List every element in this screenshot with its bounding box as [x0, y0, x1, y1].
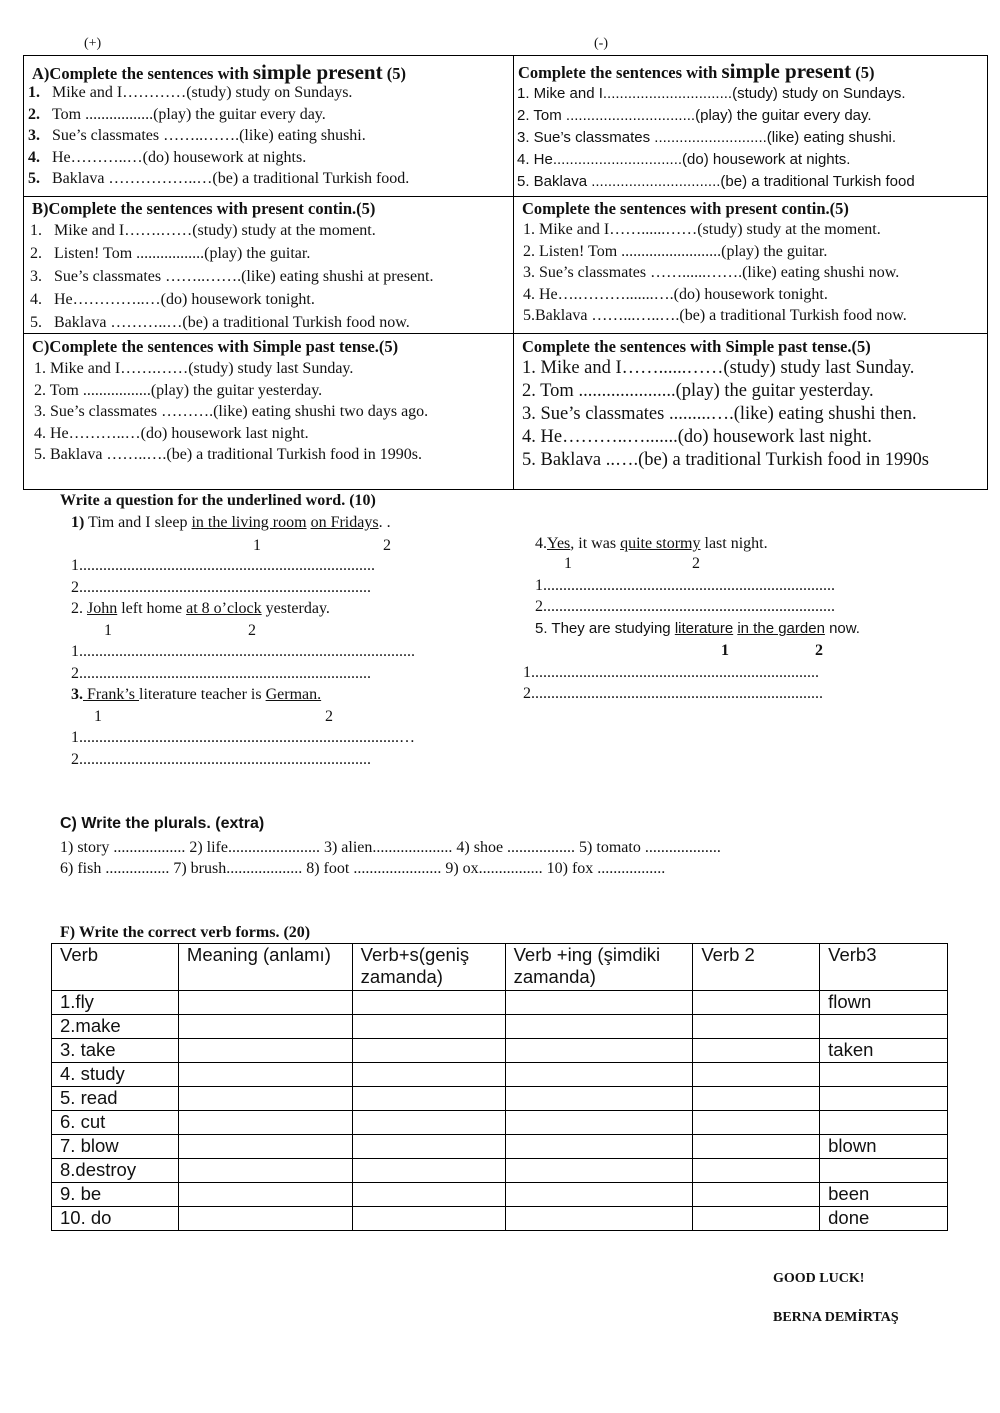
answer-cell[interactable]: [178, 1063, 352, 1087]
verb-cell: 10. do: [52, 1207, 179, 1231]
verb-cell: 5. read: [52, 1087, 179, 1111]
q5-label-2: 2: [815, 642, 823, 659]
answer-cell[interactable]: [352, 1135, 505, 1159]
answer-cell[interactable]: [693, 1183, 820, 1207]
column-header: Verb3: [820, 944, 948, 991]
question-3: 3. Frank’s literature teacher is German.: [71, 686, 322, 703]
verb3-cell[interactable]: [820, 1159, 948, 1183]
sentence-item[interactable]: 4. He….……….......….(do) housework tonight.: [523, 285, 828, 303]
q4-answer-2[interactable]: 2.........................................................................: [535, 598, 835, 615]
answer-cell[interactable]: [352, 1183, 505, 1207]
question-1: 1) Tim and I sleep in the living room on Fridays. .: [71, 514, 391, 531]
q1-label-1: 1: [253, 537, 261, 554]
plurals-row-2[interactable]: 6) fish ................ 7) brush................... 8) foot ...................... 9) ox................ 10) fox .................: [60, 860, 666, 877]
sentence-item[interactable]: 3. Sue’s classmates ……......…….(like) eating shushi now.: [523, 264, 900, 281]
table-row: [52, 1159, 948, 1183]
q2-label-1: 1: [104, 622, 112, 639]
table-row: [52, 1207, 948, 1231]
answer-cell[interactable]: [505, 1039, 693, 1063]
question-4: 4.Yes, it was quite stormy last night.: [535, 535, 768, 552]
author-name: BERNA DEMİRTAŞ: [773, 1310, 899, 1325]
plus-label: (+): [84, 36, 102, 51]
answer-cell[interactable]: [505, 1015, 693, 1039]
answer-cell[interactable]: [693, 1159, 820, 1183]
verb-cell: 8.destroy: [52, 1159, 179, 1183]
column-header: Verb +ing (şimdiki zamanda): [505, 944, 693, 991]
sentence-item[interactable]: 4. He...............................(do) housework at nights.: [517, 151, 851, 168]
q5-answer-2[interactable]: 2.........................................................................: [523, 685, 823, 702]
answer-cell[interactable]: [693, 1087, 820, 1111]
q4-label-1: 1: [564, 555, 572, 572]
sentence-item[interactable]: 1. Mike and I...............................(study) study on Sundays.: [517, 85, 906, 102]
verb3-cell: flown: [820, 991, 948, 1015]
question-5: 5. They are studying literature in the garden now.: [535, 620, 860, 637]
verb-cell: 7. blow: [52, 1135, 179, 1159]
answer-cell[interactable]: [352, 1063, 505, 1087]
table-row: [52, 1087, 948, 1111]
answer-cell[interactable]: [505, 1135, 693, 1159]
answer-cell[interactable]: [178, 1207, 352, 1231]
q3-label-2: 2: [325, 708, 333, 725]
verb3-cell: done: [820, 1207, 948, 1231]
answer-cell[interactable]: [505, 1183, 693, 1207]
answer-cell[interactable]: [178, 991, 352, 1015]
section-c-right-heading: Complete the sentences with Simple past tense.(5): [522, 337, 871, 356]
q5-answer-1[interactable]: 1........................................................................: [523, 664, 819, 681]
sentence-item[interactable]: 1. Mike and I…………(study) study on Sundays.: [28, 84, 353, 101]
q4-answer-1[interactable]: 1.........................................................................: [535, 577, 835, 594]
sentence-item[interactable]: 4. He………..….......(do) housework last night.: [522, 427, 872, 447]
verbs-title: F) Write the correct verb forms. (20): [60, 924, 311, 941]
sentence-item[interactable]: 5.Baklava ……...…..….(be) a traditional Turkish food now.: [523, 307, 907, 324]
section-b-right-heading: Complete the sentences with present contin.(5): [522, 199, 849, 218]
sentence-item[interactable]: 1. Mike and I…….……(study) study at the moment.: [30, 222, 376, 239]
verb-cell: 2.make: [52, 1015, 179, 1039]
answer-cell[interactable]: [178, 1015, 352, 1039]
table-row: [52, 1039, 948, 1063]
sentence-item[interactable]: 3. Sue’s classmates ……..…….(like) eating shushi.: [28, 127, 366, 144]
answer-cell[interactable]: [505, 1087, 693, 1111]
verb3-cell: taken: [820, 1039, 948, 1063]
column-header: Verb 2: [693, 944, 820, 991]
answer-cell[interactable]: [505, 1111, 693, 1135]
sentence-item[interactable]: 3. Sue’s classmates ...........................(like) eating shushi.: [517, 129, 897, 146]
verb-forms-table: [51, 943, 948, 1231]
q5-label-1: 1: [721, 642, 729, 659]
sentence-item[interactable]: 3. Sue’s classmates ……….(like) eating shushi two days ago.: [34, 403, 429, 420]
q4-label-2: 2: [692, 555, 700, 572]
verb-cell: 6. cut: [52, 1111, 179, 1135]
q3-label-1: 1: [94, 708, 102, 725]
answer-cell[interactable]: [178, 1087, 352, 1111]
table-row: [52, 1183, 948, 1207]
answer-cell[interactable]: [352, 1087, 505, 1111]
section-a-right-heading: Complete the sentences with simple present (5): [518, 59, 875, 83]
verb3-cell: blown: [820, 1135, 948, 1159]
answer-cell[interactable]: [352, 1015, 505, 1039]
sentence-item[interactable]: 5. Baklava ……………..…(be) a traditional Turkish food.: [28, 170, 410, 187]
answer-cell[interactable]: [693, 991, 820, 1015]
verb-cell: 9. be: [52, 1183, 179, 1207]
verb-cell: 3. take: [52, 1039, 179, 1063]
verb3-cell[interactable]: [820, 1087, 948, 1111]
sentence-item[interactable]: 2. Listen! Tom .................(play) the guitar.: [30, 245, 311, 262]
table-row: [52, 1111, 948, 1135]
answer-cell[interactable]: [693, 1039, 820, 1063]
q2-answer-2[interactable]: 2.........................................................................: [71, 665, 371, 682]
verb-cell: 4. study: [52, 1063, 179, 1087]
table-row: [52, 991, 948, 1015]
answer-cell[interactable]: [178, 1039, 352, 1063]
sentence-item[interactable]: 3. Sue’s classmates ……..…….(like) eating shushi at present.: [30, 268, 434, 285]
sentence-item[interactable]: 2. Listen! Tom .........................(play) the guitar.: [523, 242, 828, 260]
column-header: Meaning (anlamı): [178, 944, 352, 991]
sentence-item[interactable]: 5. Baklava ………..…(be) a traditional Turkish food now.: [30, 314, 410, 331]
answer-cell[interactable]: [693, 1015, 820, 1039]
verb-table-header: [52, 944, 948, 991]
section-c-heading: C)Complete the sentences with Simple past tense.(5): [32, 337, 399, 356]
q1-answer-1[interactable]: 1..........................................................................: [71, 557, 375, 574]
sentence-item[interactable]: 1. Mike and I……......……(study) study at the moment.: [523, 221, 881, 238]
verb3-cell[interactable]: [820, 1015, 948, 1039]
verb3-cell: been: [820, 1183, 948, 1207]
answer-cell[interactable]: [505, 1063, 693, 1087]
sentence-item[interactable]: 5. Baklava ..….(be) a traditional Turkish food in 1990s: [522, 450, 929, 470]
table-row: [52, 1063, 948, 1087]
plurals-row-1[interactable]: 1) story .................. 2) life....................... 3) alien.................... 4) shoe ................. 5) tomato ...................: [60, 839, 721, 856]
plurals-title: C) Write the plurals. (extra): [60, 815, 265, 832]
table-row: [52, 1015, 948, 1039]
sentence-item[interactable]: 4. He………..…(do) housework at nights.: [28, 148, 307, 166]
sentence-item[interactable]: 1. Mike and I…….……(study) study last Sunday.: [34, 360, 354, 377]
verb3-cell[interactable]: [820, 1111, 948, 1135]
q3-answer-2[interactable]: 2.........................................................................: [71, 751, 371, 768]
q2-answer-1[interactable]: 1....................................................................................: [71, 643, 415, 660]
answer-cell[interactable]: [693, 1207, 820, 1231]
verb-cell: 1.fly: [52, 991, 179, 1015]
answer-cell[interactable]: [693, 1063, 820, 1087]
answer-cell[interactable]: [352, 1207, 505, 1231]
answer-cell[interactable]: [693, 1111, 820, 1135]
answer-cell[interactable]: [178, 1135, 352, 1159]
section-a-heading: A)Complete the sentences with simple present (5): [32, 60, 406, 84]
minus-label: (-): [594, 36, 608, 51]
column-header: Verb+s(geniş zamanda): [352, 944, 505, 991]
sentence-item[interactable]: 2. Tom .....................(play) the guitar yesterday.: [522, 381, 874, 401]
good-luck: GOOD LUCK!: [773, 1271, 865, 1286]
questions-title: Write a question for the underlined word. (10): [60, 492, 376, 509]
sentence-item[interactable]: 4. He…………..…(do) housework tonight.: [30, 291, 315, 308]
sentence-item[interactable]: 1. Mike and I……......……(study) study last Sunday.: [522, 358, 915, 378]
q1-label-2: 2: [383, 537, 391, 554]
answer-cell[interactable]: [178, 1111, 352, 1135]
exercise-grid: [23, 55, 988, 490]
answer-cell[interactable]: [352, 1159, 505, 1183]
q2-label-2: 2: [248, 622, 256, 639]
table-row: [52, 1135, 948, 1159]
answer-cell[interactable]: [178, 1159, 352, 1183]
verb3-cell[interactable]: [820, 1063, 948, 1087]
question-2: 2. John left home at 8 o’clock yesterday.: [71, 600, 330, 617]
sentence-item[interactable]: 2. Tom .................(play) the guitar yesterday.: [34, 381, 323, 399]
answer-cell[interactable]: [505, 1159, 693, 1183]
answer-cell[interactable]: [693, 1135, 820, 1159]
column-header: Verb: [52, 944, 179, 991]
sentence-item[interactable]: 2. Tom .................(play) the guitar every day.: [28, 105, 326, 123]
sentence-item[interactable]: 5. Baklava ……..….(be) a traditional Turkish food in 1990s.: [34, 446, 422, 463]
q3-answer-1[interactable]: 1................................................................................…: [71, 729, 415, 746]
answer-cell[interactable]: [505, 1207, 693, 1231]
q1-answer-2[interactable]: 2.........................................................................: [71, 579, 371, 596]
section-b-heading: B)Complete the sentences with present contin.(5): [32, 199, 376, 218]
sentence-item[interactable]: 5. Baklava ...............................(be) a traditional Turkish food: [517, 173, 915, 190]
answer-cell[interactable]: [352, 1039, 505, 1063]
answer-cell[interactable]: [352, 1111, 505, 1135]
answer-cell[interactable]: [505, 991, 693, 1015]
answer-cell[interactable]: [352, 991, 505, 1015]
sentence-item[interactable]: 4. He………..…(do) housework last night.: [34, 424, 309, 442]
answer-cell[interactable]: [178, 1183, 352, 1207]
sentence-item[interactable]: 2. Tom ...............................(play) the guitar every day.: [517, 107, 872, 124]
sentence-item[interactable]: 3. Sue’s classmates .........….(like) eating shushi then.: [522, 404, 917, 424]
